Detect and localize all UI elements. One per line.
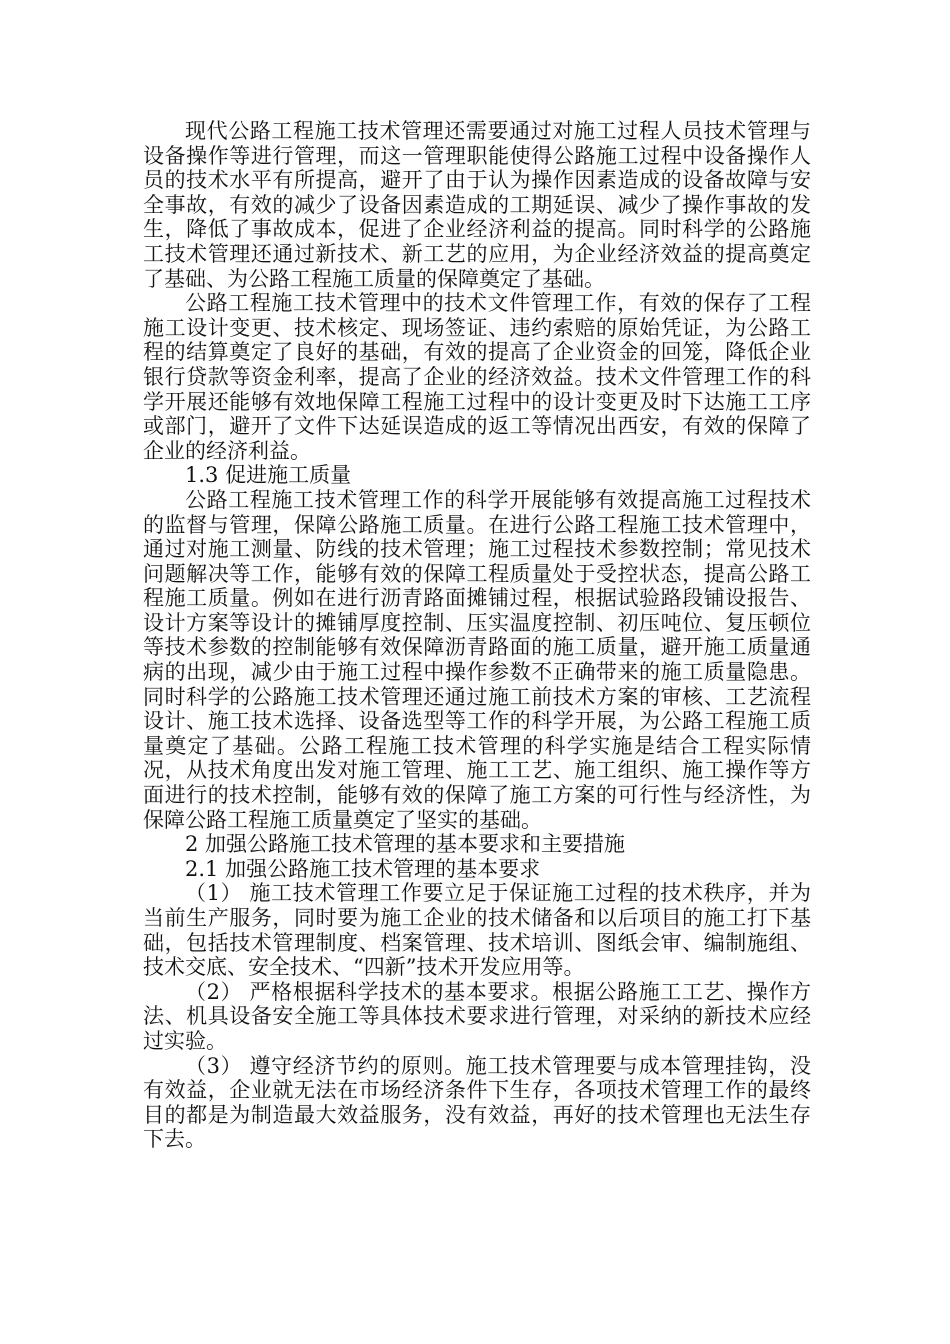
section-heading-2-1: 2.1 加强公路施工技术管理的基本要求	[185, 856, 541, 881]
paragraph-equipment-management: 现代公路工程施工技术管理还需要通过对施工过程人员技术管理与设备操作等进行管理，而这一管理职能使得公路施工过程中设备操作人员的技术水平有所提高，避开了由于认为操作因素造成的设备故障与安全事故，有效的减少了设备因素造成的工期延误、减少了操作事故的发生，降低了事故成本，促进了企业经济利益的提高。同时科学的公路施工技术管理还通过新技术、新工艺的应用，为企业经济效益的提高奠定了基础、为公路工程施工质量的保障奠定了基础。	[143, 119, 811, 291]
document-body	[143, 119, 811, 1152]
list-item-3: （3） 遵守经济节约的原则。施工技术管理要与成本管理挂钩，没有效益，企业就无法在市场经济条件下生存，各项技术管理工作的最终目的都是为制造最大效益服务，没有效益，再好的技术管理也无法生存下去。	[143, 1053, 811, 1152]
section-heading-2: 2 加强公路施工技术管理的基本要求和主要措施	[185, 832, 626, 857]
paragraph-technical-documents: 公路工程施工技术管理中的技术文件管理工作，有效的保存了工程施工设计变更、技术核定、现场签证、违约索赔的原始凭证，为公路工程的结算奠定了良好的基础，有效的提高了企业资金的回笼，降低企业银行贷款等资金利率，提高了企业的经济效益。技术文件管理工作的科学开展还能够有效地保障工程施工过程中的设计变更及时下达施工工序或部门，避开了文件下达延误造成的返工等情况出西安，有效的保障了企业的经济利益。	[143, 291, 811, 463]
list-item-1: （1） 施工技术管理工作要立足于保证施工过程的技术秩序，并为当前生产服务，同时要为施工企业的技术储备和以后项目的施工打下基础，包括技术管理制度、档案管理、技术培训、图纸会审、编制施组、技术交底、安全技术、“四新”技术开发应用等。	[143, 881, 811, 980]
list-item-2: （2） 严格根据科学技术的基本要求。根据公路施工工艺、操作方法、机具设备安全施工等具体技术要求进行管理，对采纳的新技术应经过实验。	[143, 979, 811, 1053]
section-heading-1-3: 1.3 促进施工质量	[185, 463, 352, 488]
paragraph-construction-quality: 公路工程施工技术管理工作的科学开展能够有效提高施工过程技术的监督与管理，保障公路施工质量。在进行公路工程施工技术管理中，通过对施工测量、防线的技术管理；施工过程技术参数控制；常见技术问题解决等工作，能够有效的保障工程质量处于受控状态，提高公路工程施工质量。例如在进行沥青路面摊铺过程，根据试验路段铺设报告、设计方案等设计的摊铺厚度控制、压实温度控制、初压吨位、复压顿位等技术参数的控制能够有效保障沥青路面的施工质量，避开施工质量通病的出现，减少由于施工过程中操作参数不正确带来的施工质量隐患。同时科学的公路施工技术管理还通过施工前技术方案的审核、工艺流程设计、施工技术选择、设备选型等工作的科学开展，为公路工程施工质量奠定了基础。公路工程施工技术管理的科学实施是结合工程实际情况，从技术角度出发对施工管理、施工工艺、施工组织、施工操作等方面进行的技术控制，能够有效的保障了施工方案的可行性与经济性，为保障公路工程施工质量奠定了坚实的基础。	[143, 487, 811, 832]
